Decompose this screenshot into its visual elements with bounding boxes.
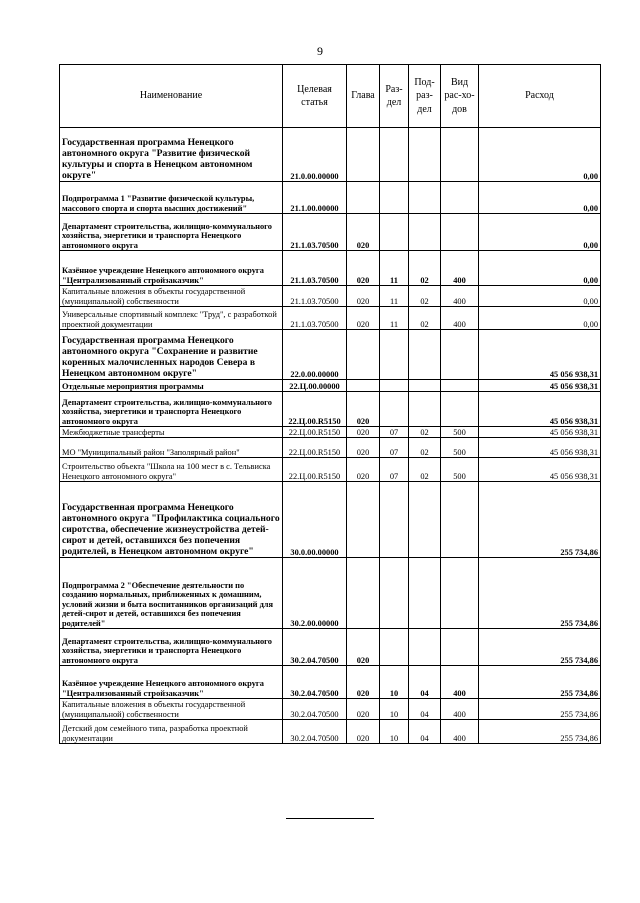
table-row xyxy=(60,214,601,251)
cell-amount: 0,00 xyxy=(479,182,601,214)
cell-amount: 255 734,86 xyxy=(479,629,601,666)
cell-target: 22.Ц.00.00000 xyxy=(283,380,347,392)
cell-expense-type xyxy=(441,128,479,182)
cell-amount: 45 056 938,31 xyxy=(479,392,601,427)
cell-name: Казённое учреждение Ненецкого автономного округа "Централизованный стройзаказчик" xyxy=(60,666,283,699)
cell-target: 22.Ц.00.R5150 xyxy=(283,438,347,458)
cell-amount: 255 734,86 xyxy=(479,666,601,699)
cell-name: МО "Муниципальный район "Заполярный район" xyxy=(60,438,283,458)
header-name: Наименование xyxy=(60,65,283,128)
table-row xyxy=(60,558,601,629)
table-row xyxy=(60,330,601,380)
cell-expense-type xyxy=(441,558,479,629)
table-row xyxy=(60,629,601,666)
cell-chapter: 020 xyxy=(347,392,380,427)
table-header-row xyxy=(60,65,601,128)
cell-section xyxy=(380,380,409,392)
cell-expense-type: 400 xyxy=(441,251,479,286)
cell-amount: 0,00 xyxy=(479,214,601,251)
cell-target: 21.1.00.00000 xyxy=(283,182,347,214)
table-row xyxy=(60,392,601,427)
cell-target: 30.2.04.70500 xyxy=(283,666,347,699)
cell-subsection xyxy=(409,380,441,392)
cell-amount: 45 056 938,31 xyxy=(479,380,601,392)
cell-name: Подпрограмма 2 "Обеспечение деятельности по созданию нормальных, приближенных к домашним, условий жизни и быта воспитанников организаций для детей-сирот и детей, оставшихся без попечения родителей" xyxy=(60,558,283,629)
cell-section: 11 xyxy=(380,251,409,286)
footer-divider xyxy=(286,818,374,819)
cell-subsection: 02 xyxy=(409,438,441,458)
cell-amount: 255 734,86 xyxy=(479,720,601,744)
cell-section: 10 xyxy=(380,666,409,699)
cell-amount: 45 056 938,31 xyxy=(479,458,601,482)
cell-name: Подпрограмма 1 "Развитие физической культуры, массового спорта и спорта высших достижений" xyxy=(60,182,283,214)
cell-name: Департамент строительства, жилищно-коммунального хозяйства, энергетики и транспорта Ненецкого автономного округа xyxy=(60,629,283,666)
table-row xyxy=(60,482,601,558)
cell-subsection: 04 xyxy=(409,666,441,699)
cell-chapter: 020 xyxy=(347,286,380,307)
cell-name: Универсальные спортивный комплекс "Труд", с разработкой проектной документации xyxy=(60,307,283,330)
table-row xyxy=(60,128,601,182)
cell-subsection xyxy=(409,214,441,251)
table-row xyxy=(60,438,601,458)
table-row xyxy=(60,251,601,286)
cell-chapter xyxy=(347,330,380,380)
cell-name: Капитальные вложения в объекты государственной (муниципальной) собственности xyxy=(60,699,283,720)
cell-subsection: 02 xyxy=(409,427,441,438)
cell-expense-type xyxy=(441,392,479,427)
table-row xyxy=(60,666,601,699)
table-row xyxy=(60,427,601,438)
cell-amount: 0,00 xyxy=(479,286,601,307)
cell-chapter: 020 xyxy=(347,629,380,666)
cell-expense-type: 400 xyxy=(441,666,479,699)
header-amount: Расход xyxy=(479,65,601,128)
cell-target: 21.1.03.70500 xyxy=(283,286,347,307)
cell-amount: 0,00 xyxy=(479,251,601,286)
cell-expense-type: 400 xyxy=(441,699,479,720)
cell-expense-type: 500 xyxy=(441,458,479,482)
cell-target: 21.1.03.70500 xyxy=(283,307,347,330)
cell-subsection: 04 xyxy=(409,720,441,744)
cell-amount: 45 056 938,31 xyxy=(479,330,601,380)
header-section: Раз-дел xyxy=(380,65,409,128)
cell-expense-type xyxy=(441,182,479,214)
cell-section: 07 xyxy=(380,458,409,482)
header-expense-type: Вид рас-хо-дов xyxy=(441,65,479,128)
cell-expense-type xyxy=(441,330,479,380)
cell-name: Детский дом семейного типа, разработка проектной документации xyxy=(60,720,283,744)
cell-section: 10 xyxy=(380,699,409,720)
cell-amount: 255 734,86 xyxy=(479,482,601,558)
header-target: Целевая статья xyxy=(283,65,347,128)
cell-amount: 255 734,86 xyxy=(479,558,601,629)
cell-section: 11 xyxy=(380,307,409,330)
cell-target: 30.0.00.00000 xyxy=(283,482,347,558)
cell-expense-type xyxy=(441,214,479,251)
cell-amount: 0,00 xyxy=(479,128,601,182)
cell-name: Государственная программа Ненецкого автономного округа "Профилактика социального сиротства, обеспечение жизнеустройства детей-сирот и детей, оставшихся без попечения родителей, в Ненецком автономном округе" xyxy=(60,482,283,558)
cell-expense-type: 500 xyxy=(441,438,479,458)
cell-chapter: 020 xyxy=(347,307,380,330)
table-row xyxy=(60,182,601,214)
cell-section: 07 xyxy=(380,427,409,438)
cell-section: 07 xyxy=(380,438,409,458)
cell-expense-type: 400 xyxy=(441,720,479,744)
cell-subsection xyxy=(409,182,441,214)
cell-target: 30.2.04.70500 xyxy=(283,720,347,744)
cell-amount: 255 734,86 xyxy=(479,699,601,720)
cell-chapter: 020 xyxy=(347,427,380,438)
table-row xyxy=(60,286,601,307)
page-number: 9 xyxy=(317,44,323,58)
cell-section xyxy=(380,558,409,629)
cell-target: 22.0.00.00000 xyxy=(283,330,347,380)
cell-section xyxy=(380,214,409,251)
cell-chapter xyxy=(347,482,380,558)
cell-expense-type xyxy=(441,482,479,558)
cell-subsection: 02 xyxy=(409,458,441,482)
cell-name: Отдельные мероприятия программы xyxy=(60,380,283,392)
cell-subsection: 02 xyxy=(409,251,441,286)
cell-target: 21.1.03.70500 xyxy=(283,214,347,251)
budget-table xyxy=(59,64,601,744)
cell-subsection xyxy=(409,558,441,629)
cell-section xyxy=(380,392,409,427)
cell-chapter: 020 xyxy=(347,458,380,482)
cell-subsection xyxy=(409,482,441,558)
cell-name: Департамент строительства, жилищно-коммунального хозяйства, энергетики и транспорта Ненецкого автономного округа xyxy=(60,392,283,427)
cell-section xyxy=(380,482,409,558)
cell-target: 22.Ц.00.R5150 xyxy=(283,392,347,427)
cell-name: Капитальные вложения в объекты государственной (муниципальной) собственности xyxy=(60,286,283,307)
cell-chapter: 020 xyxy=(347,666,380,699)
cell-chapter xyxy=(347,182,380,214)
cell-expense-type: 500 xyxy=(441,427,479,438)
cell-chapter: 020 xyxy=(347,251,380,286)
cell-target: 22.Ц.00.R5150 xyxy=(283,458,347,482)
cell-chapter: 020 xyxy=(347,438,380,458)
cell-target: 21.0.00.00000 xyxy=(283,128,347,182)
cell-section xyxy=(380,330,409,380)
cell-subsection xyxy=(409,392,441,427)
table-row xyxy=(60,720,601,744)
cell-amount: 45 056 938,31 xyxy=(479,427,601,438)
cell-name: Департамент строительства, жилищно-коммунального хозяйства, энергетики и транспорта Ненецкого автономного округа xyxy=(60,214,283,251)
cell-section xyxy=(380,182,409,214)
cell-chapter xyxy=(347,128,380,182)
cell-section: 11 xyxy=(380,286,409,307)
cell-subsection: 02 xyxy=(409,286,441,307)
cell-amount: 0,00 xyxy=(479,307,601,330)
table-row xyxy=(60,458,601,482)
cell-name: Казённое учреждение Ненецкого автономного округа "Централизованный стройзаказчик" xyxy=(60,251,283,286)
cell-expense-type xyxy=(441,629,479,666)
cell-target: 30.2.00.00000 xyxy=(283,558,347,629)
cell-target: 30.2.04.70500 xyxy=(283,629,347,666)
cell-chapter: 020 xyxy=(347,214,380,251)
cell-subsection xyxy=(409,128,441,182)
cell-target: 21.1.03.70500 xyxy=(283,251,347,286)
cell-name: Межбюджетные трансферты xyxy=(60,427,283,438)
cell-section xyxy=(380,629,409,666)
cell-expense-type: 400 xyxy=(441,286,479,307)
cell-chapter: 020 xyxy=(347,699,380,720)
table-row xyxy=(60,380,601,392)
cell-name: Государственная программа Ненецкого автономного округа "Развитие физической культуры и спорта в Ненецком автономном округе" xyxy=(60,128,283,182)
cell-section xyxy=(380,128,409,182)
header-subsection: Под-раз-дел xyxy=(409,65,441,128)
cell-target: 22.Ц.00.R5150 xyxy=(283,427,347,438)
header-chapter: Глава xyxy=(347,65,380,128)
cell-expense-type xyxy=(441,380,479,392)
cell-subsection xyxy=(409,330,441,380)
cell-name: Государственная программа Ненецкого автономного округа "Сохранение и развитие коренных малочисленных народов Севера в Ненецком автономном округе" xyxy=(60,330,283,380)
table-row xyxy=(60,699,601,720)
cell-section: 10 xyxy=(380,720,409,744)
table-row xyxy=(60,307,601,330)
cell-target: 30.2.04.70500 xyxy=(283,699,347,720)
cell-subsection xyxy=(409,629,441,666)
cell-subsection: 02 xyxy=(409,307,441,330)
cell-expense-type: 400 xyxy=(441,307,479,330)
cell-subsection: 04 xyxy=(409,699,441,720)
cell-chapter xyxy=(347,380,380,392)
cell-amount: 45 056 938,31 xyxy=(479,438,601,458)
cell-name: Строительство объекта "Школа на 100 мест в с. Тельвиска Ненецкого автономного округа" xyxy=(60,458,283,482)
cell-chapter: 020 xyxy=(347,720,380,744)
cell-chapter xyxy=(347,558,380,629)
